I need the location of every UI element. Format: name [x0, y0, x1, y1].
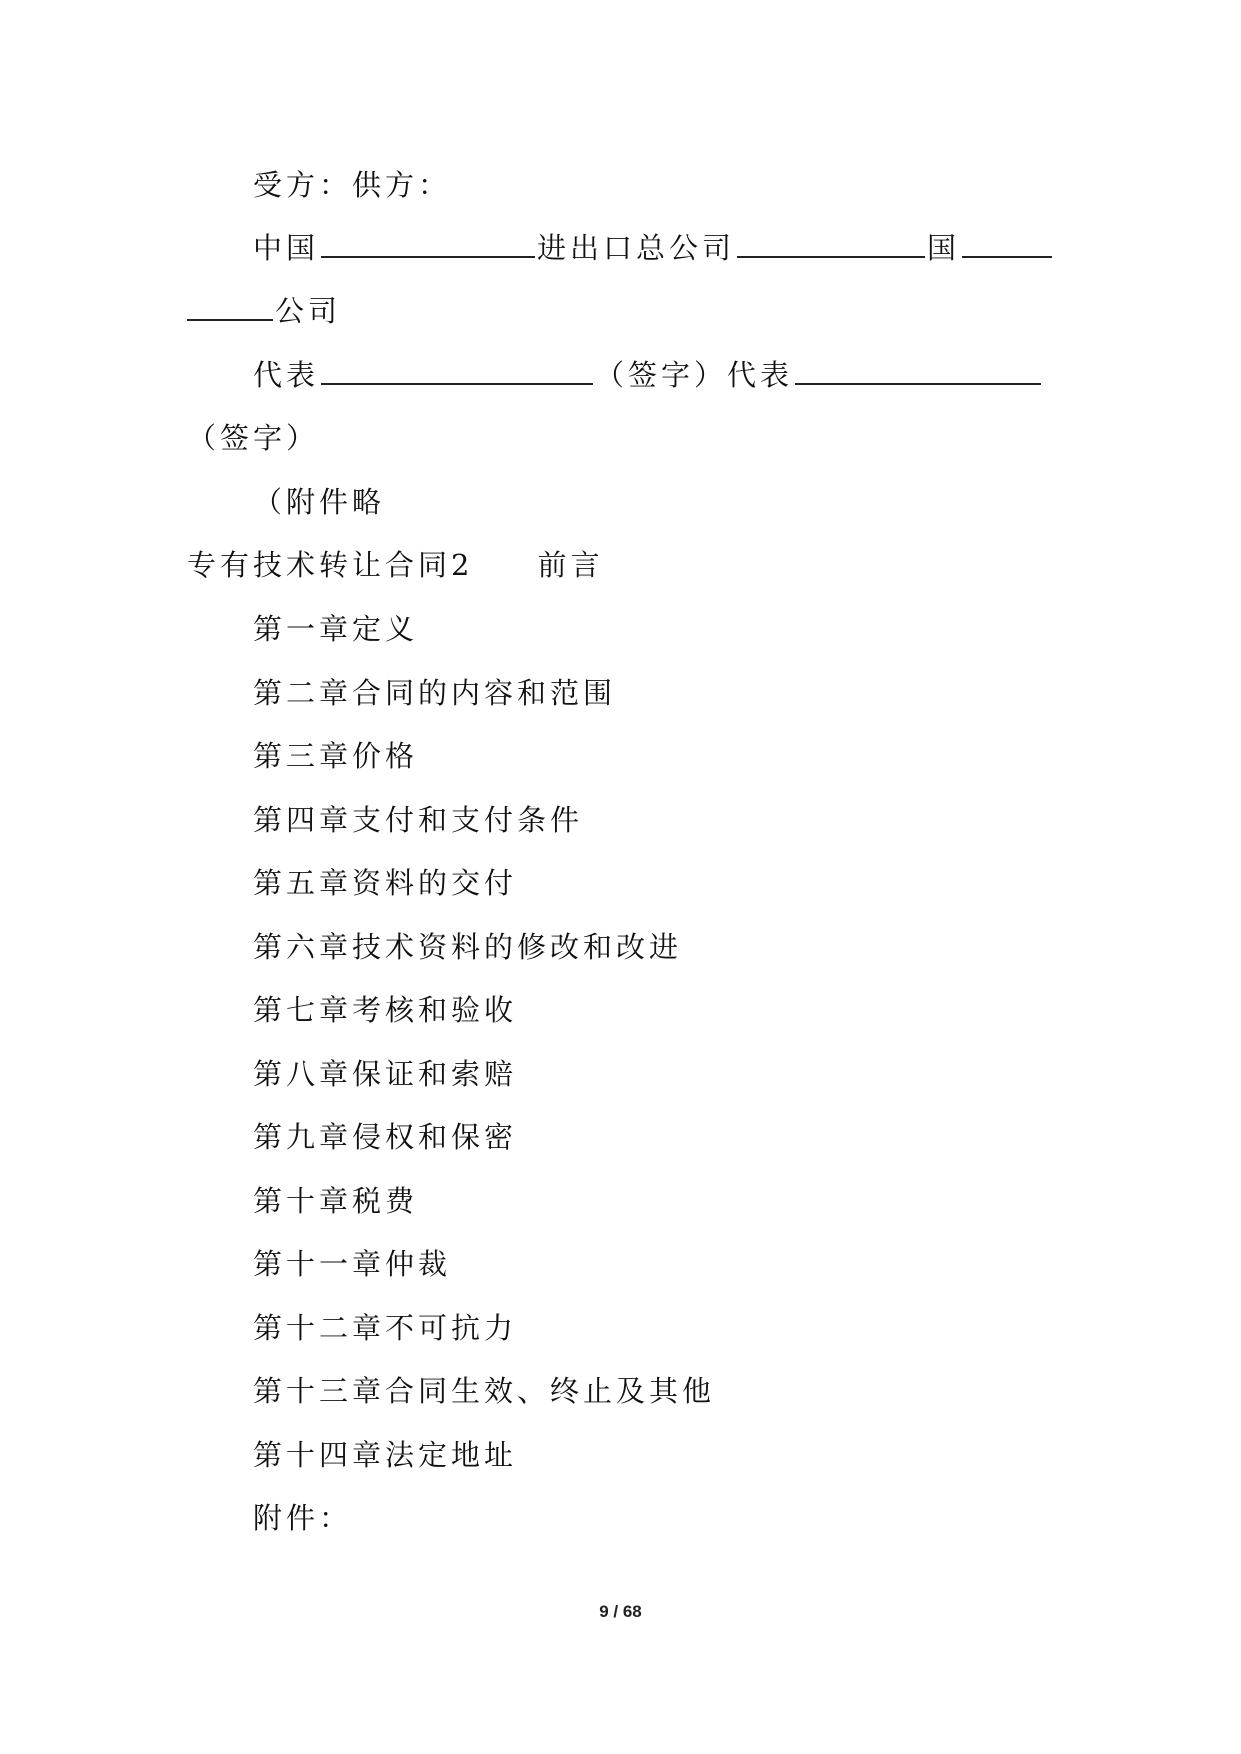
- company-line-continued: [187, 291, 341, 331]
- sign-label-supplier: （签字）: [187, 421, 320, 455]
- company-line: [253, 228, 1054, 268]
- fill-blank-supplier-rep: [795, 361, 1041, 385]
- chapter-item: 第十一章仲裁: [253, 1247, 452, 1281]
- company-suffix: 公司: [275, 294, 342, 328]
- chapter-item: 第十二章不可抗力: [253, 1311, 518, 1345]
- attachment-note: （附件略: [253, 485, 386, 519]
- page-number: 9 / 68: [599, 1602, 642, 1621]
- chapter-item: 第七章考核和验收: [253, 993, 518, 1027]
- chapter-item: 第一章定义: [253, 612, 419, 646]
- chapter-item: 第二章合同的内容和范围: [253, 676, 617, 710]
- chapter-item: 第九章侵权和保密: [253, 1120, 518, 1154]
- fill-blank-receiver-rep: [321, 361, 593, 385]
- rep-label-supplier: 代表: [727, 358, 794, 392]
- fill-blank-supplier-country: [737, 234, 925, 258]
- chapter-item: 第八章保证和索赔: [253, 1057, 518, 1091]
- chapter-item: 第五章资料的交付: [253, 866, 518, 900]
- company-mid: 进出口总公司: [537, 231, 736, 265]
- fill-blank-supplier-company-b: [187, 297, 273, 321]
- fill-blank-supplier-company-a: [962, 234, 1052, 258]
- attachments-label: 附件：: [253, 1501, 353, 1535]
- fill-blank-receiver-company: [321, 234, 535, 258]
- chapter-item: 第六章技术资料的修改和改进: [253, 930, 683, 964]
- parties-label: 受方：供方：: [253, 168, 452, 202]
- company-prefix: 中国: [253, 231, 320, 265]
- contract-heading: [187, 545, 603, 585]
- chapter-item: 第十四章法定地址: [253, 1438, 518, 1472]
- contract-title: 专有技术转让合同2: [187, 548, 474, 582]
- rep-label-receiver: 代表: [253, 358, 320, 392]
- preface-label: 前言: [537, 548, 604, 582]
- sign-label-receiver: （签字）: [595, 358, 728, 392]
- chapter-item: 第十三章合同生效、终止及其他: [253, 1374, 716, 1408]
- chapter-item: 第四章支付和支付条件: [253, 803, 584, 837]
- representative-line: [253, 355, 1043, 395]
- company-country: 国: [927, 231, 961, 265]
- chapter-item: 第十章税费: [253, 1184, 419, 1218]
- chapter-item: 第三章价格: [253, 739, 419, 773]
